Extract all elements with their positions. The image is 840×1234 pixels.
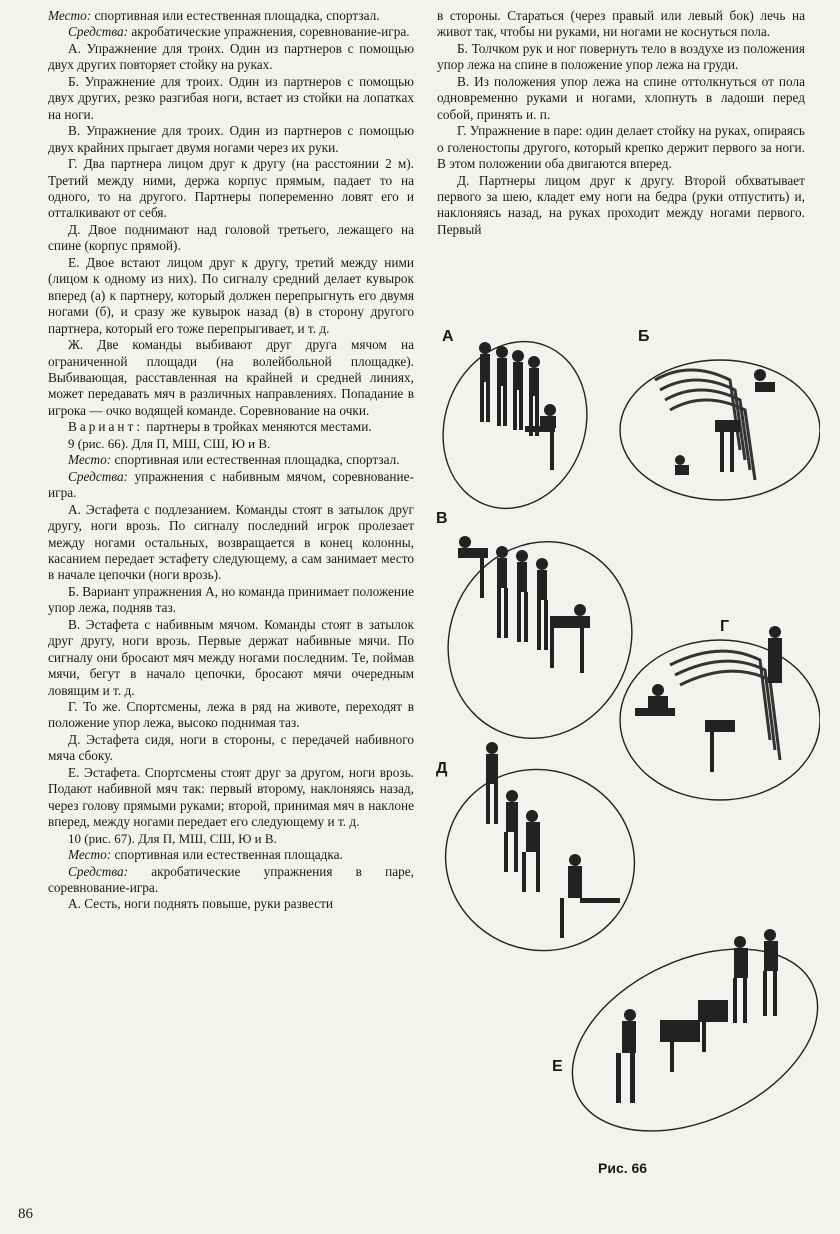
paragraph [48, 156, 414, 222]
paragraph [48, 436, 414, 452]
panel-d-drawing [430, 742, 660, 977]
paragraph-text: Б. Толчком рук и ног повернуть тело в воздухе из положения упор лежа на спине в положение упор лежа на груди. [437, 40, 805, 73]
paragraph-text: А. Сесть, ноги поднять повыше, руки развести [68, 896, 334, 912]
paragraph-label: Место: [68, 452, 112, 468]
paragraph-text: акробатические упражнения, соревнование-игра. [128, 24, 410, 40]
paragraph [48, 699, 414, 732]
paragraph-text: спортивная или естественная площадка. [111, 847, 343, 863]
paragraph [48, 896, 414, 912]
paragraph [437, 41, 805, 74]
paragraph-text: упражнения с набивным мячом, соревнование-игра. [48, 468, 414, 501]
paragraph-text: Г. Два партнера лицом друг к другу (на расстоянии 2 м). Третий между ними, держа корпус прямым, падает то на одного, то на другого. Партнеры попеременно ловят его и отталкивают от себя. [48, 156, 414, 221]
paragraph-label: Вариант: [68, 419, 144, 435]
figure-66 [430, 320, 820, 1150]
paragraph-text: Ж. Две команды выбивают друг друга мячом на ограниченной площади (на волейбольной площадке). Выбивающая, расставленная на крайней и средней линиях, может передавать мяч в различных направлениях. Попадание в игрока — очко водящей команде. Соревнование на очки. [48, 337, 414, 418]
paragraph [48, 337, 414, 419]
paragraph [48, 831, 414, 847]
paragraph [437, 74, 805, 123]
figure-label-d: Д [436, 760, 448, 777]
paragraph-label: Средства: [68, 863, 129, 879]
paragraph [48, 41, 414, 74]
paragraph-text: Г. То же. Спортсмены, лежа в ряд на животе, переходят в положение упор лежа, высоко поднимая таз. [48, 699, 414, 731]
paragraph-text: 10 (рис. 67). Для П, МШ, СШ, Ю и В. [68, 830, 277, 846]
paragraph [48, 74, 414, 123]
paragraph [437, 123, 805, 172]
paragraph [48, 847, 414, 863]
paragraph-text: Д. Эстафета сидя, ноги в стороны, с передачей набивного мяча сбоку. [48, 731, 414, 764]
paragraph-text: Б. Упражнение для троих. Один из партнеров с помощью двух других, резко разгибая ноги, встает из стойки на лопатках на ноги. [48, 73, 414, 122]
paragraph-text: Е. Эстафета. Спортсмены стоят друг за другом, ноги врозь. Подают набивной мяч так: первый второму, наклоняясь назад, через голову прямыми руками; второй, принимая мяч в наклоне вперед, между ногами передает его следующему и т. д. [48, 764, 414, 830]
paragraph-text: спортивная или естественная площадка, спортзал. [111, 452, 400, 468]
paragraph [48, 452, 414, 468]
paragraph-text: в стороны. Стараться (через правый или левый бок) лечь на живот так, чтобы ни руками, ни ногами не коснуться пола. [437, 8, 805, 40]
paragraph [48, 419, 414, 435]
paragraph-label: Средства: [68, 468, 129, 484]
figure-label-b: Б [638, 328, 650, 345]
paragraph [48, 469, 414, 502]
figure-label-e: Е [552, 1058, 563, 1075]
panel-e-drawing [543, 913, 820, 1150]
paragraph [48, 24, 414, 40]
paragraph [437, 8, 805, 41]
panel-a-drawing [430, 321, 610, 529]
paragraph-text: Д. Двое поднимают над головой третьего, лежащего на спине (корпус прямой). [48, 221, 414, 254]
paragraph-text: В. Упражнение для троих. Один из партнеров с помощью двух крайних прыгает двумя ногами через их руки. [48, 123, 414, 155]
paragraph [48, 732, 414, 765]
paragraph [48, 123, 414, 156]
figure-caption: Рис. 66 [598, 1160, 648, 1176]
left-column [48, 8, 414, 913]
paragraph [48, 255, 414, 337]
paragraph-text: А. Упражнение для троих. Один из партнеров с помощью двух других повторяет стойку на руках. [48, 40, 414, 73]
paragraph [48, 8, 414, 24]
paragraph-text: А. Эстафета с подлезанием. Команды стоят в затылок друг другу, ноги врозь. По сигналу последний игрок пролезает между ногами остальных, возвращается в конец колонны, касанием передает эстафету следующему, а сам занимает место в начале цепочки (ноги врозь). [48, 501, 414, 583]
paragraph [48, 584, 414, 617]
paragraph-text: партнеры в тройках меняются местами. [143, 419, 372, 435]
paragraph-text: акробатические упражнения в паре, соревнование-игра. [48, 863, 414, 896]
paragraph-text: В. Из положения упор лежа на спине оттолкнуться от пола одновременно руками и ногами, хлопнуть в ладоши перед собой, принять и. п. [437, 73, 805, 122]
panel-v-drawing [430, 511, 664, 768]
paragraph-label: Средства: [68, 24, 129, 40]
paragraph-label: Место: [68, 847, 112, 863]
right-column [437, 8, 805, 238]
paragraph-text: Г. Упражнение в паре: один делает стойку на руках, опираясь о голеностопы другого, который крепко держит первого за ноги. В этом положении оба двигаются вперед. [437, 123, 805, 172]
paragraph [48, 765, 414, 831]
page-number: 86 [18, 1206, 33, 1222]
paragraph-text: спортивная или естественная площадка, спортзал. [91, 8, 380, 23]
paragraph-text: Е. Двое встают лицом друг к другу, третий между ними (лицом к одному из них). По сигналу средний делает кувырок вперед (а) к партнеру, который должен перепрыгнуть его двумя ногами (б), и сразу же кувырок назад (в) в сторону другого партнера, который его тоже перепрыгивает, и т. д. [48, 254, 414, 336]
paragraph-text: В. Эстафета с набивным мячом. Команды стоят в затылок друг другу, ноги врозь. Первые держат набивные мячи. По сигналу они бросают мяч между ногами последним. Те, поймав мячи, бегут в начало цепочки, бросают мячи очередным ловящим и т. д. [48, 616, 414, 698]
paragraph-text: Б. Вариант упражнения А, но команда принимает положение упор лежа, подняв таз. [48, 583, 414, 616]
figure-illustration [430, 320, 820, 1150]
figure-label-a: А [442, 328, 454, 345]
paragraph [48, 502, 414, 584]
paragraph-text: Д. Партнеры лицом друг к другу. Второй обхватывает первого за шею, кладет ему ноги на бедра (руки отпустить) и, наклоняясь назад, на руках проходит между ногами первого. Первый [437, 172, 805, 237]
panel-g-drawing [620, 626, 820, 800]
paragraph [48, 864, 414, 897]
paragraph-text: 9 (рис. 66). Для П, МШ, СШ, Ю и В. [68, 435, 271, 451]
panel-b-drawing [620, 360, 820, 500]
paragraph [437, 173, 805, 239]
paragraph [48, 617, 414, 699]
paragraph [48, 222, 414, 255]
figure-label-g: Г [720, 618, 730, 635]
figure-label-v: В [436, 510, 448, 527]
paragraph-label: Место: [48, 8, 92, 23]
